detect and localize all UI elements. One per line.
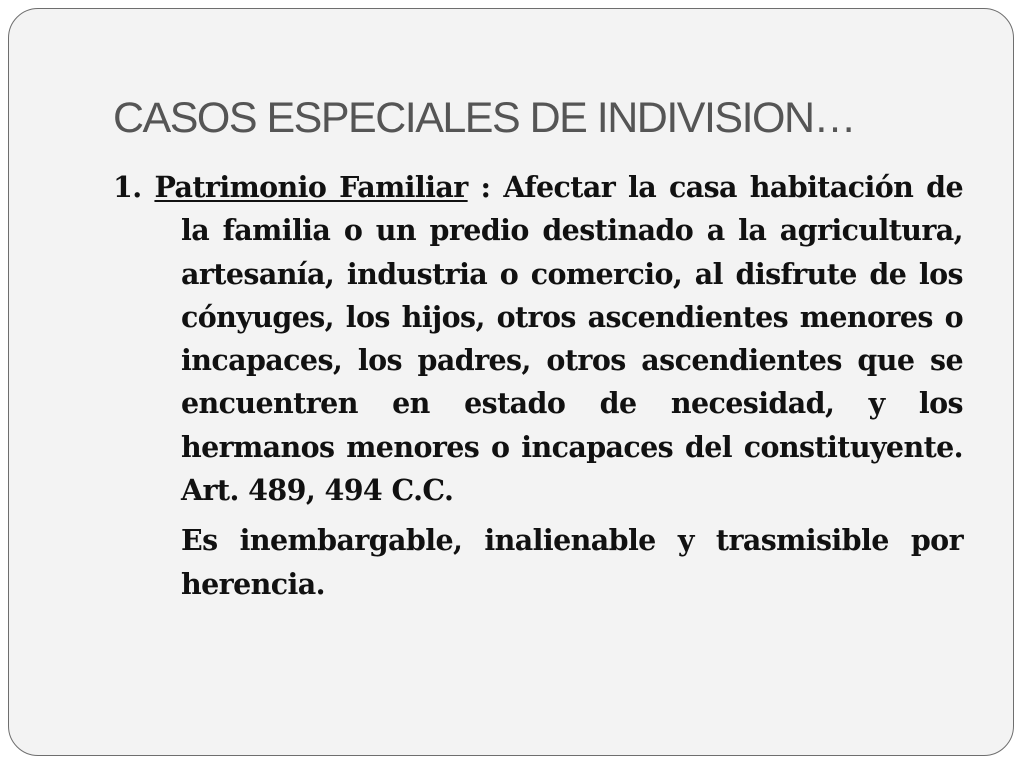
list-item-patrimonio-familiar [113,166,963,512]
item-separator: : [480,170,491,204]
slide-title: CASOS ESPECIALES DE INDIVISION… [113,94,856,142]
item-note: Es inembargable, inalienable y trasmisible por herencia. [181,523,963,601]
item-term: Patrimonio Familiar [154,170,468,204]
slide-body [113,166,963,606]
item-description: Afectar la casa habitación de la familia o un predio destinado a la agricultura, artesanía, industria o comercio, al disfrute de los cónyuges, los hijos, otros ascendientes menores o incapaces, los padres, otros ascendientes que se encuentren en estado de necesidad, y los hermanos menores o incapaces del constituyente. Art. 489, 494 C.C. [181,170,963,508]
item-number: 1. [113,170,142,204]
